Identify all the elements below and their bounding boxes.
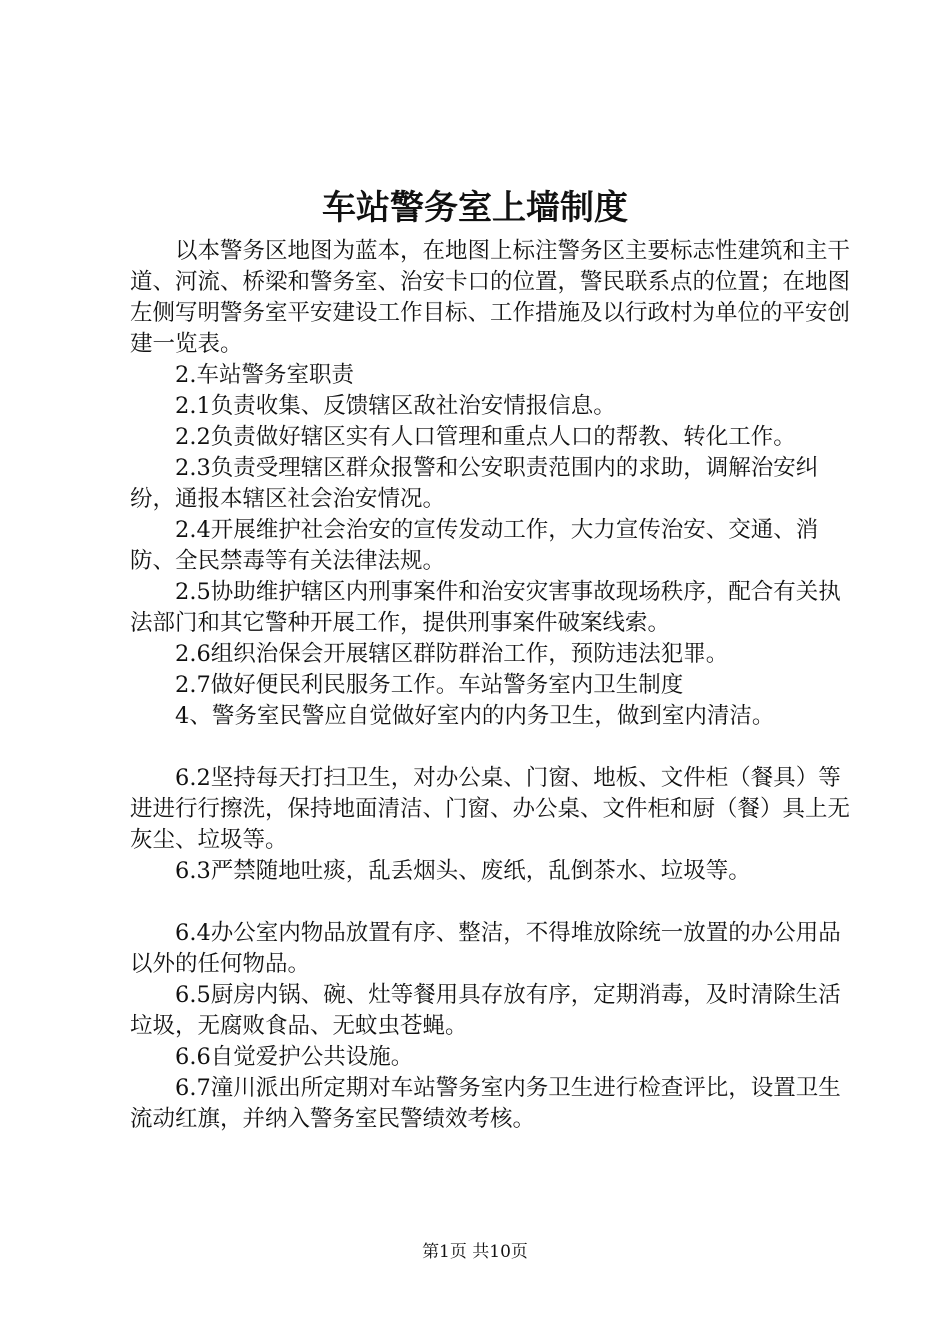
paragraph-2-3: 2.3负责受理辖区群众报警和公安职责范围内的求助，调解治安纠纷，通报本辖区社会治安情况。 (130, 455, 819, 512)
paragraph-6-3: 6.3严禁随地吐痰，乱丢烟头、废纸，乱倒茶水、垃圾等。 (175, 858, 751, 884)
paragraph-6-5: 6.5厨房内锅、碗、灶等餐用具存放有序，定期消毒，及时清除生活垃圾，无腐败食品、无蚊虫苍蝇。 (130, 982, 841, 1039)
blank-line (130, 887, 850, 918)
paragraph-2-6: 2.6组织治保会开展辖区群防群治工作，预防违法犯罪。 (175, 641, 729, 667)
paragraph-6-7: 6.7潼川派出所定期对车站警务室内务卫生进行检查评比，设置卫生流动红旗，并纳入警务室民警绩效考核。 (130, 1075, 841, 1132)
paragraph-2-5: 2.5协助维护辖区内刑事案件和治安灾害事故现场秩序，配合有关执法部门和其它警种开展工作，提供刑事案件破案线索。 (130, 579, 841, 636)
paragraph-6-4: 6.4办公室内物品放置有序、整洁，不得堆放除统一放置的办公用品以外的任何物品。 (130, 920, 841, 977)
blank-line (130, 732, 850, 763)
paragraph-2-2: 2.2负责做好辖区实有人口管理和重点人口的帮教、转化工作。 (175, 424, 796, 450)
paragraph-6-6: 6.6自觉爱护公共设施。 (175, 1044, 414, 1070)
paragraph-2-4: 2.4开展维护社会治安的宣传发动工作，大力宣传治安、交通、消防、全民禁毒等有关法律法规。 (130, 517, 819, 574)
paragraph-2-7: 2.7做好便民利民服务工作。车站警务室内卫生制度 (175, 672, 684, 698)
document-body (130, 236, 850, 1135)
paragraph-4: 4、警务室民警应自觉做好室内的内务卫生，做到室内清洁。 (175, 703, 775, 729)
page-footer: 第1页 共10页 (422, 1242, 528, 1262)
paragraph-2-1: 2.1负责收集、反馈辖区敌社治安情报信息。 (175, 393, 616, 419)
paragraph-6-2: 6.2坚持每天打扫卫生，对办公桌、门窗、地板、文件柜（餐具）等进进行行擦洗，保持地面清洁、门窗、办公桌、文件柜和厨（餐）具上无灰尘、垃圾等。 (130, 765, 851, 853)
paragraph-intro: 以本警务区地图为蓝本，在地图上标注警务区主要标志性建筑和主干道、河流、桥梁和警务室、治安卡口的位置，警民联系点的位置；在地图左侧写明警务室平安建设工作目标、工作措施及以行政村为单位的平安创建一览表。 (130, 238, 851, 357)
paragraph-2: 2.车站警务室职责 (175, 362, 354, 388)
document-title: 车站警务室上墙制度 (322, 188, 628, 228)
